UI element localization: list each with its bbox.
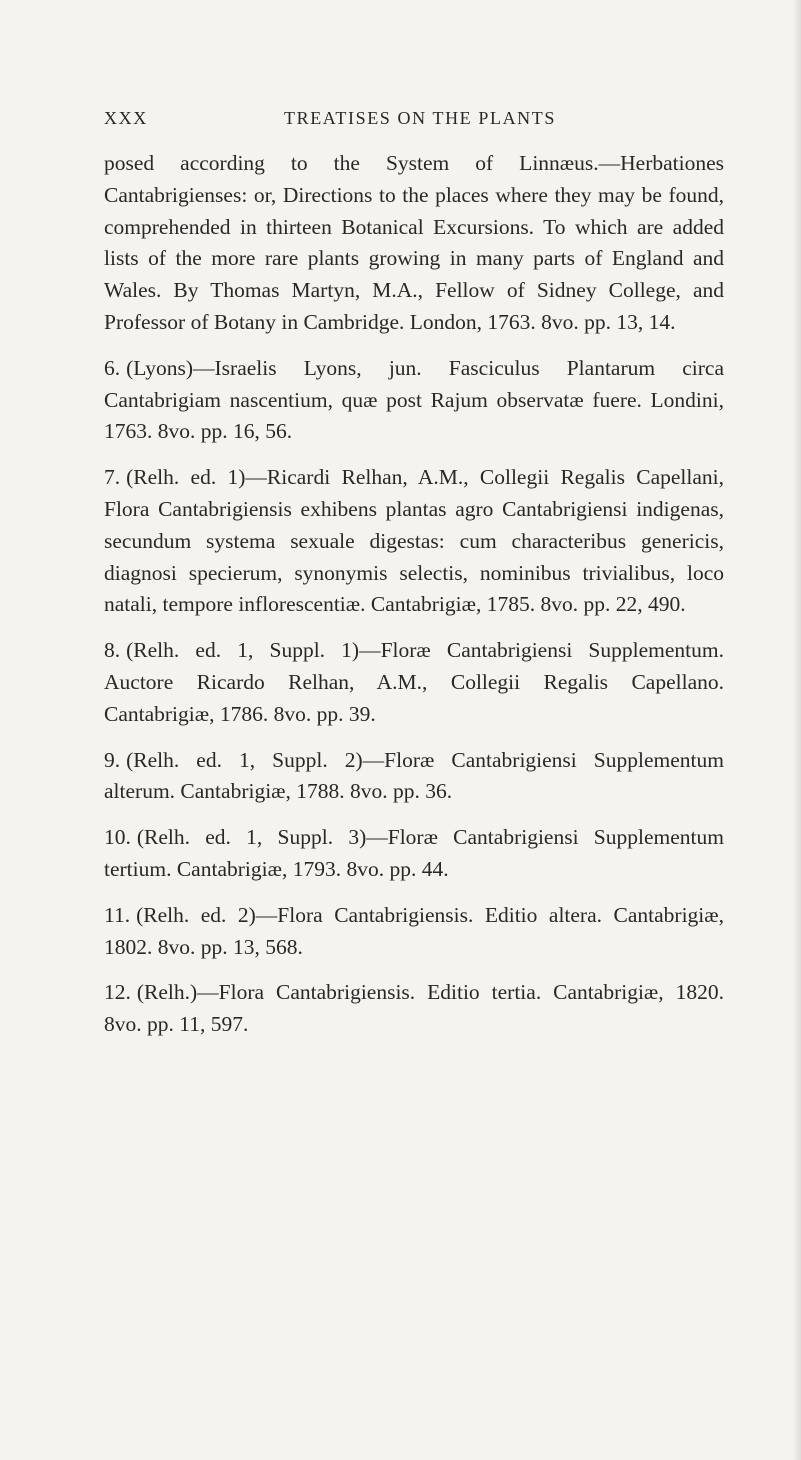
entry-number: 10. [104,825,131,850]
entry-12 [104,977,724,1041]
entry-number: 8. [104,638,121,663]
entry-number: 11. [104,902,131,927]
page-number: XXX [104,108,148,128]
entry-text: (Relh.)—Flora Cantabrigiensis. Editio tertia. Cantabrigiæ, 1820. 8vo. pp. 11, 597. [104,980,724,1037]
entry-text: (Relh. ed. 1, Suppl. 2)—Floræ Cantabrigiensi Supplementum alterum. Cantabrigiæ, 1788. 8vo. pp. 36. [104,747,724,804]
entry-10 [104,822,724,886]
entry-number: 9. [104,747,121,772]
entry-text: posed according to the System of Linnæus.—Herbationes Cantabrigienses: or, Directions to the places where they may be found, comprehended in thirteen Botanical Excursions. To which are added lists of the more rare plants growing in many parts of England and Wales. By Thomas Martyn, M.A., Fellow of Sidney College, and Professor of Botany in Cambridge. London, 1763. 8vo. pp. 13, 14. [104,151,724,334]
entry-text: (Relh. ed. 2)—Flora Cantabrigiensis. Editio altera. Cantabrigiæ, 1802. 8vo. pp. 13, 568. [104,902,724,959]
entry-number: 12. [104,980,131,1005]
page-edge-shadow [793,0,801,1460]
entry-continuation [104,148,724,339]
entry-text: (Relh. ed. 1, Suppl. 3)—Floræ Cantabrigiensi Supplementum tertium. Cantabrigiæ, 1793. 8vo. pp. 44. [104,825,724,881]
entry-number: 6. [104,355,121,380]
page-header [104,108,718,132]
entry-9 [104,745,724,809]
entry-7 [104,462,724,621]
entry-text: (Relh. ed. 1, Suppl. 1)—Floræ Cantabrigiensi Supplementum. Auctore Ricardo Relhan, A.M., Collegii Regalis Capellano. Cantabrigiæ, 1786. 8vo. pp. 39. [104,638,724,726]
entry-6 [104,353,724,448]
entry-11 [104,900,724,964]
entry-text: (Relh. ed. 1)—Ricardi Relhan, A.M., Collegii Regalis Capellani, Flora Cantabrigiensis exhibens plantas agro Cantabrigiensi indigenas, secundum systema sexuale digestas: cum characteribus genericis, diagnosi specierum, synonymis selectis, nominibus trivialibus, loco natali, tempore inflorescentiæ. Cantabrigiæ, 1785. 8vo. pp. 22, 490. [104,465,724,617]
page-body [104,148,724,1055]
entry-8 [104,635,724,730]
running-title: TREATISES ON THE PLANTS [284,108,556,128]
entry-text: (Lyons)—Israelis Lyons, jun. Fasciculus Plantarum circa Cantabrigiam nascentium, quæ post Rajum observatæ fuere. Londini, 1763. 8vo. pp. 16, 56. [104,355,724,444]
entry-number: 7. [104,465,121,490]
